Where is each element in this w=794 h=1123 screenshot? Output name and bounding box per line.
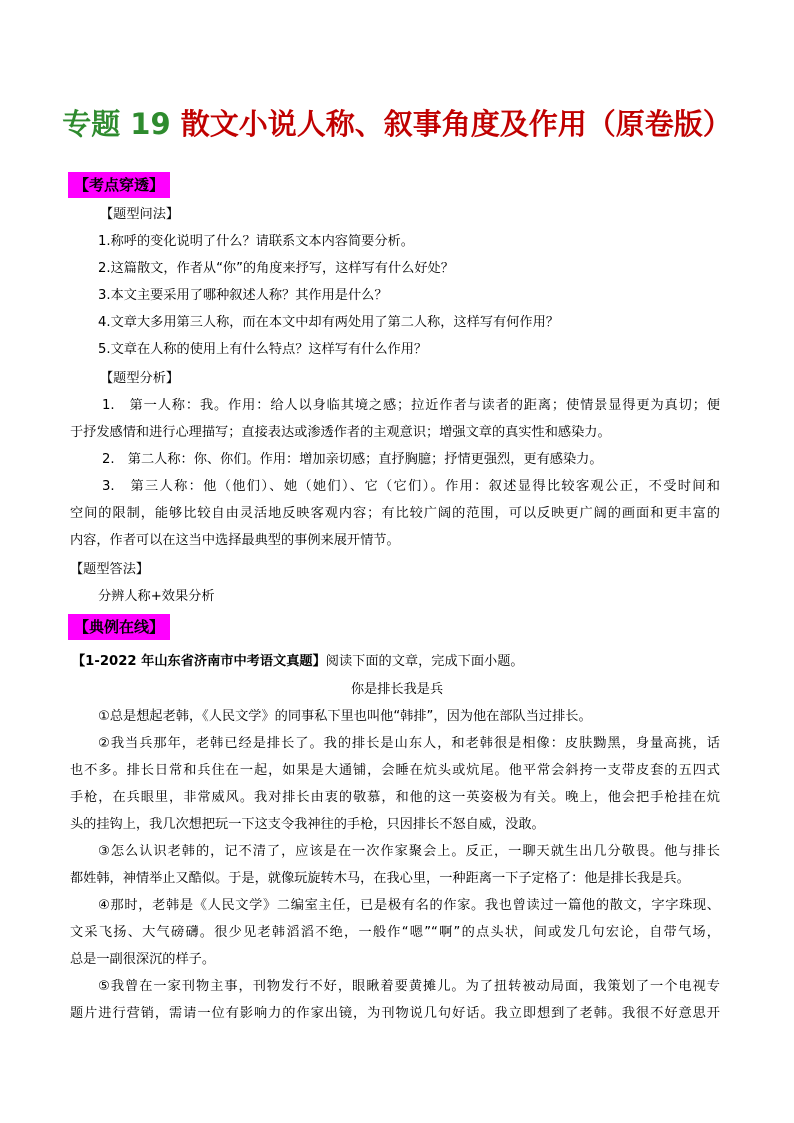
article-line-7: 都姓韩，神情举止又酷似。于是，就像玩旋转木马，在我心里，一种距离一下子定格了：他是排长我是兵。 — [70, 871, 690, 886]
article-title: 你是排长我是兵 — [350, 682, 444, 697]
article-line-12: 题片进行营销，需请一位有影响力的作家出镜，为刊物说几句好话。我立即想到了老韩。我很不好意思开 — [70, 1006, 720, 1021]
article-line-10: 总是一副很深沉的样子。 — [70, 952, 216, 967]
subheading-analysis: 【题型分析】 — [100, 371, 180, 386]
question-item-2: 2.这篇散文，作者从“你”的角度来抒写，这样写有什么好处？ — [98, 261, 454, 276]
title-topic-number: 专题 19 — [62, 107, 181, 141]
article-line-8: ④那时，老韩是《人民文学》二编室主任，已是极有名的作家。我也曾读过一篇他的散文，字字珠现、 — [98, 898, 720, 913]
article-line-2: ②我当兵那年，老韩已经是排长了。我的排长是山东人，和老韩很是相像：皮肤黝黑，身量高挑，话 — [98, 736, 720, 751]
example-instruction: 阅读下面的文章，完成下面小题。 — [325, 654, 524, 669]
page-title — [0, 102, 794, 143]
article-line-9: 文采飞扬、大气磅礴。很少见老韩滔滔不绝，一般作“嗯”“啊”的点头状，间或发几句宏论，自带气场， — [70, 925, 720, 940]
question-item-3: 3.本文主要采用了哪种叙述人称？其作用是什么？ — [98, 288, 388, 303]
article-line-1: ①总是想起老韩，《人民文学》的同事私下里也叫他“韩排”，因为他在部队当过排长。 — [98, 709, 592, 724]
analysis-first-person-line-2: 于抒发感情和进行心理描写；直接表达或渗透作者的主观意识；增强文章的真实性和感染力。 — [70, 425, 611, 440]
article-line-5: 头的挂钩上，我几次想把玩一下这支令我神往的手枪，只因排长不怒自威，没敢。 — [70, 817, 545, 832]
section-label-typical-examples: 【典例在线】 — [68, 614, 170, 640]
analysis-first-person-line-1: 1. 第一人称：我。作用：给人以身临其境之感；拉近作者与读者的距离；使情景显得更为真切；便 — [102, 398, 720, 413]
analysis-third-person-line-1: 3. 第三人称：他（他们）、她（她们）、它（它们）。作用：叙述显得比较客观公正，不受时间和 — [102, 479, 720, 494]
section-label-exam-points: 【考点穿透】 — [68, 172, 170, 198]
article-line-3: 也不多。排长日常和兵住在一起，如果是大通铺，会睡在炕头或炕尾。他平常会斜挎一支带皮套的五四式 — [70, 763, 720, 778]
subheading-question-methods: 【题型问法】 — [100, 207, 180, 222]
example-source: 【1-2022 年山东省济南市中考语文真题】 — [72, 654, 326, 669]
analysis-third-person-line-2: 空间的限制，能够比较自由灵活地反映客观内容；有比较广阔的范围，可以反映更广阔的画面和更丰富的 — [70, 506, 720, 521]
subheading-answer-method: 【题型答法】 — [70, 562, 150, 577]
question-item-1: 1.称呼的变化说明了什么？请联系文本内容简要分析。 — [98, 234, 414, 249]
article-line-6: ③怎么认识老韩的，记不清了，应该是在一次作家聚会上。反正，一聊天就生出几分敬畏。他与排长 — [98, 844, 720, 859]
answer-method-text: 分辨人称+效果分析 — [98, 589, 215, 604]
article-line-4: 手枪，在兵眼里，非常威风。我对排长由衷的敬慕，和他的这一英姿极为有关。晚上，他会把手枪挂在炕 — [70, 790, 720, 805]
analysis-second-person: 2. 第二人称：你、你们。作用：增加亲切感；直抒胸臆；抒情更强烈，更有感染力。 — [102, 452, 603, 467]
article-line-11: ⑤我曾在一家刊物主事，刊物发行不好，眼瞅着要黄摊儿。为了扭转被动局面，我策划了一个电视专 — [98, 979, 720, 994]
example-source-line — [72, 652, 732, 672]
question-item-5: 5.文章在人称的使用上有什么特点？这样写有什么作用？ — [98, 342, 428, 357]
title-topic-name: 散文小说人称、叙事角度及作用（原卷版） — [180, 107, 732, 141]
question-item-4: 4.文章大多用第三人称，而在本文中却有两处用了第二人称，这样写有何作用？ — [98, 315, 559, 330]
analysis-third-person-line-3: 内容，作者可以在这当中选择最典型的事例来展开情节。 — [70, 533, 400, 548]
